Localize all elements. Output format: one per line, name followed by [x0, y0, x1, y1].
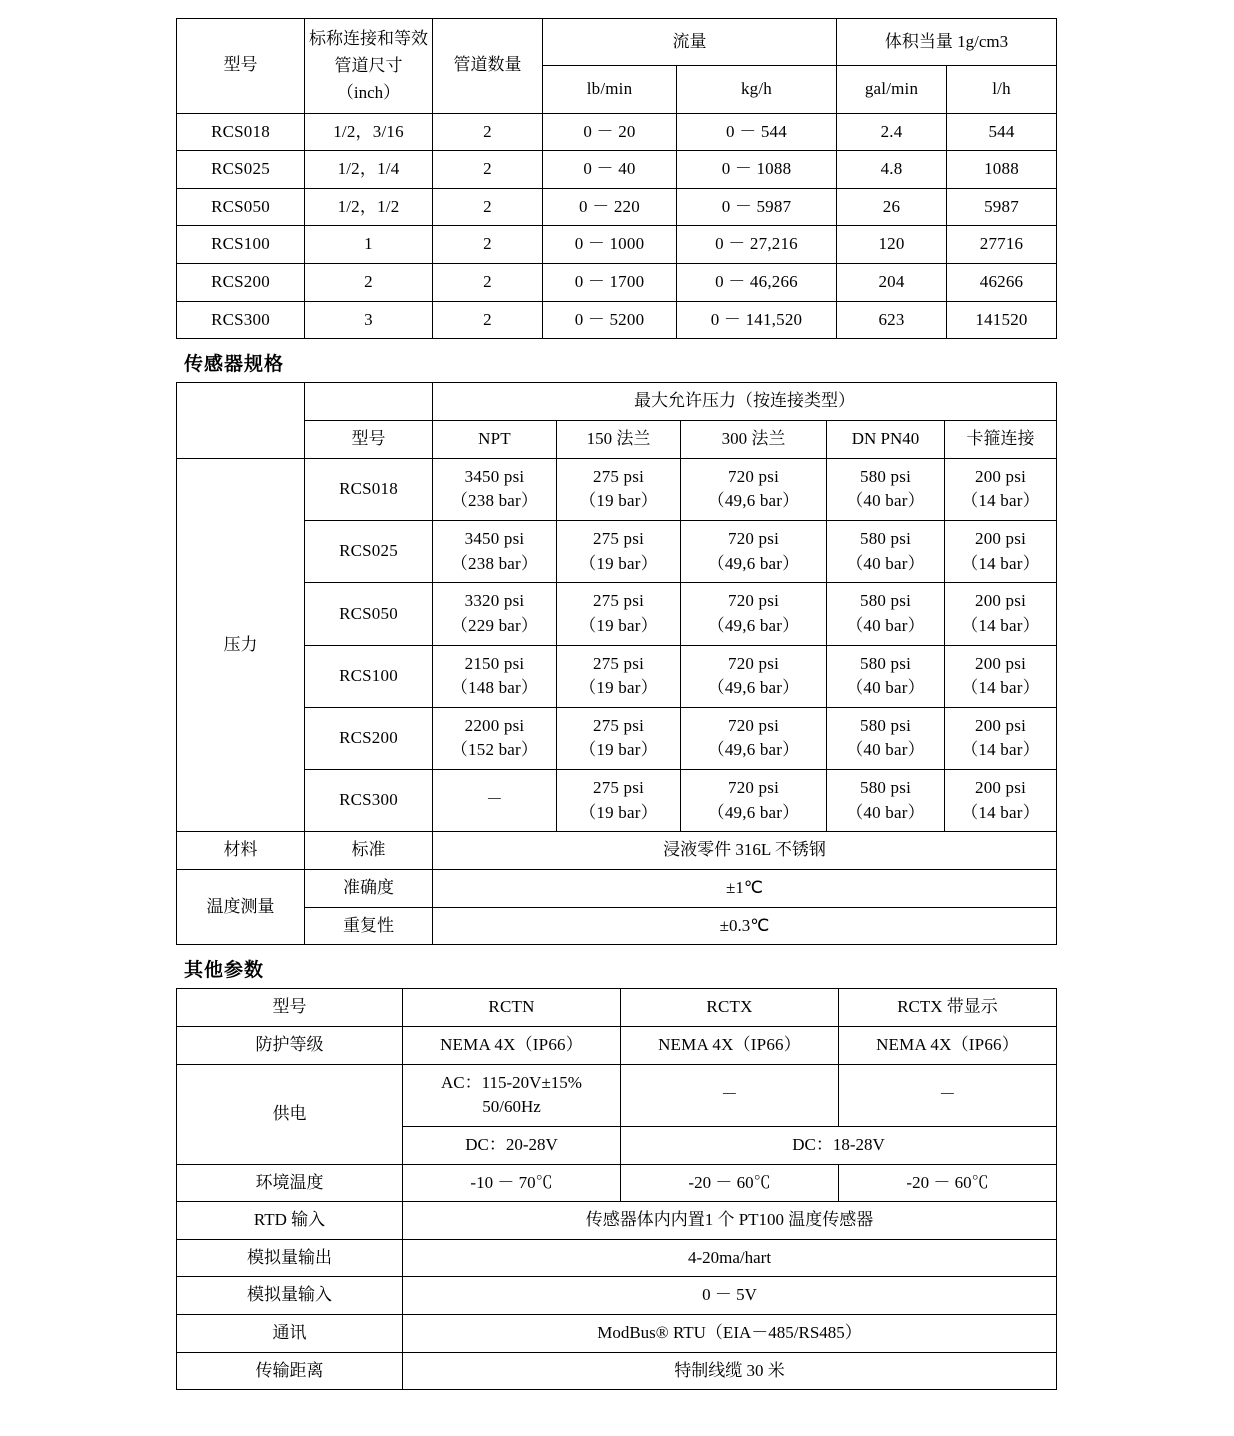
- cell-model: RCS300: [177, 301, 305, 339]
- table-row-analog-output: [177, 1239, 1057, 1277]
- cell-clamp: [945, 583, 1057, 645]
- sensor-spec-table: [176, 382, 1057, 945]
- cell-clamp: [945, 770, 1057, 832]
- row-label-protection: 防护等级: [177, 1026, 403, 1064]
- cell-flange300-line2: （49,6 bar）: [707, 491, 800, 511]
- cell-dnpn40-line1: 580 psi: [860, 715, 911, 735]
- header-lb-min: lb/min: [543, 66, 677, 113]
- cell-flange300-line2: （49,6 bar）: [707, 553, 800, 573]
- row-label-temperature: 温度测量: [177, 870, 305, 945]
- header-model: 型号: [177, 19, 305, 114]
- cell-power-dc-rctn: DC：20-28V: [403, 1126, 621, 1164]
- cell-clamp-line2: （14 bar）: [961, 491, 1040, 511]
- cell-kgh: 0 － 5987: [677, 188, 837, 226]
- cell-lh: 141520: [947, 301, 1057, 339]
- header-rctn: RCTN: [403, 989, 621, 1027]
- table-row: [177, 458, 1057, 520]
- table-row: [177, 583, 1057, 645]
- cell-ambient-rctn: -10 － 70℃: [403, 1164, 621, 1202]
- table-row-analog-input: [177, 1277, 1057, 1315]
- cell-flange300: [681, 707, 827, 769]
- cell-galmin: 26: [837, 188, 947, 226]
- cell-flange300-line2: （49,6 bar）: [707, 802, 800, 822]
- cell-model: RCS200: [177, 264, 305, 302]
- cell-npt: －: [433, 770, 557, 832]
- cell-clamp: [945, 458, 1057, 520]
- cell-clamp-line1: 200 psi: [975, 528, 1026, 548]
- table-row: [177, 770, 1057, 832]
- cell-lh: 1088: [947, 151, 1057, 189]
- cell-power-ac-line1: AC：115-20V±15%: [441, 1072, 582, 1092]
- table-row-temp-repeat: [177, 907, 1057, 945]
- cell-material-value: 浸液零件 316L 不锈钢: [433, 832, 1057, 870]
- cell-kgh: 0 － 1088: [677, 151, 837, 189]
- cell-pipes: 2: [433, 264, 543, 302]
- cell-size: 1/2，3/16: [305, 113, 433, 151]
- flow-table: [176, 18, 1057, 339]
- table-row-temp-accuracy: [177, 870, 1057, 908]
- cell-flange150-line1: 275 psi: [593, 778, 644, 798]
- cell-galmin: 623: [837, 301, 947, 339]
- table-row-communication: [177, 1315, 1057, 1353]
- cell-size: 1: [305, 226, 433, 264]
- cell-flange300-line2: （49,6 bar）: [707, 615, 800, 635]
- cell-npt: [433, 520, 557, 582]
- table-row-ambient: [177, 1164, 1057, 1202]
- cell-flange150: [557, 520, 681, 582]
- cell-analog-input-value: 0 － 5V: [403, 1277, 1057, 1315]
- table-row: [177, 707, 1057, 769]
- cell-flange150: [557, 583, 681, 645]
- cell-communication-value: ModBus® RTU（EIA－485/RS485）: [403, 1315, 1057, 1353]
- cell-npt-line2: （152 bar）: [450, 740, 539, 760]
- cell-pipes: 2: [433, 188, 543, 226]
- cell-size: 2: [305, 264, 433, 302]
- table-row-distance: [177, 1352, 1057, 1390]
- cell-clamp-line1: 200 psi: [975, 653, 1026, 673]
- cell-flange150-line1: 275 psi: [593, 653, 644, 673]
- cell-model: RCS200: [305, 707, 433, 769]
- cell-flange150: [557, 645, 681, 707]
- cell-accuracy-label: 准确度: [305, 870, 433, 908]
- header-gal-min: gal/min: [837, 66, 947, 113]
- cell-galmin: 2.4: [837, 113, 947, 151]
- cell-flange150-line2: （19 bar）: [579, 553, 658, 573]
- cell-dnpn40: [827, 583, 945, 645]
- cell-repeatability-value: ±0.3℃: [433, 907, 1057, 945]
- cell-size: 1/2，1/2: [305, 188, 433, 226]
- cell-flange300-line2: （49,6 bar）: [707, 740, 800, 760]
- cell-flange150-line2: （19 bar）: [579, 740, 658, 760]
- table-row: [177, 226, 1057, 264]
- cell-flange300-line1: 720 psi: [728, 715, 779, 735]
- cell-flange300-line2: （49,6 bar）: [707, 678, 800, 698]
- cell-model: RCS100: [305, 645, 433, 707]
- header-clamp: 卡箍连接: [945, 421, 1057, 459]
- cell-protection-rctn: NEMA 4X（IP66）: [403, 1026, 621, 1064]
- cell-flange150-line2: （19 bar）: [579, 615, 658, 635]
- cell-dnpn40-line2: （40 bar）: [846, 615, 925, 635]
- cell-pipes: 2: [433, 151, 543, 189]
- cell-dnpn40-line2: （40 bar）: [846, 678, 925, 698]
- cell-model: RCS025: [177, 151, 305, 189]
- cell-flange300-line1: 720 psi: [728, 778, 779, 798]
- cell-flange300-line1: 720 psi: [728, 528, 779, 548]
- table-row: [177, 188, 1057, 226]
- cell-dnpn40-line2: （40 bar）: [846, 802, 925, 822]
- cell-lh: 27716: [947, 226, 1057, 264]
- section-title-other-params: 其他参数: [184, 959, 265, 982]
- cell-model: RCS018: [177, 113, 305, 151]
- cell-lbmin: 0 － 40: [543, 151, 677, 189]
- cell-clamp-line2: （14 bar）: [961, 615, 1040, 635]
- cell-power-ac-line2: 50/60Hz: [482, 1097, 541, 1117]
- cell-clamp-line2: （14 bar）: [961, 740, 1040, 760]
- header-flange-300: 300 法兰: [681, 421, 827, 459]
- cell-clamp-line1: 200 psi: [975, 591, 1026, 611]
- header-dn-pn40: DN PN40: [827, 421, 945, 459]
- table-subheader-row: [177, 421, 1057, 459]
- row-label-communication: 通讯: [177, 1315, 403, 1353]
- cell-dnpn40-line2: （40 bar）: [846, 740, 925, 760]
- cell-flange150: [557, 770, 681, 832]
- cell-model: RCS018: [305, 458, 433, 520]
- cell-npt-line1: 2200 psi: [464, 715, 525, 735]
- row-label-power: 供电: [177, 1064, 403, 1164]
- table-row-protection: [177, 1026, 1057, 1064]
- header-flow: 流量: [543, 19, 837, 66]
- cell-kgh: 0 － 544: [677, 113, 837, 151]
- cell-clamp-line2: （14 bar）: [961, 802, 1040, 822]
- cell-accuracy-value: ±1℃: [433, 870, 1057, 908]
- cell-flange300: [681, 770, 827, 832]
- cell-npt-line1: 2150 psi: [464, 653, 525, 673]
- cell-rtd-value: 传感器体内内置1 个 PT100 温度传感器: [403, 1202, 1057, 1240]
- other-params-table: [176, 988, 1057, 1390]
- cell-clamp-line1: 200 psi: [975, 466, 1026, 486]
- cell-clamp: [945, 645, 1057, 707]
- header-rctx: RCTX: [621, 989, 839, 1027]
- table-row-power-ac: [177, 1064, 1057, 1126]
- header-l-h: l/h: [947, 66, 1057, 113]
- cell-model: RCS300: [305, 770, 433, 832]
- cell-dnpn40: [827, 707, 945, 769]
- cell-flange150-line2: （19 bar）: [579, 802, 658, 822]
- cell-ambient-rctx-display: -20 － 60℃: [839, 1164, 1057, 1202]
- row-label-analog-input: 模拟量输入: [177, 1277, 403, 1315]
- cell-dnpn40-line1: 580 psi: [860, 653, 911, 673]
- cell-power-ac: [403, 1064, 621, 1126]
- row-label-material: 材料: [177, 832, 305, 870]
- cell-flange150-line2: （19 bar）: [579, 678, 658, 698]
- cell-npt-line1: 3320 psi: [464, 591, 525, 611]
- cell-lbmin: 0 － 1700: [543, 264, 677, 302]
- row-label-pressure: 压力: [177, 458, 305, 832]
- cell-flange150-line1: 275 psi: [593, 466, 644, 486]
- cell-clamp: [945, 707, 1057, 769]
- cell-galmin: 120: [837, 226, 947, 264]
- cell-model: RCS050: [177, 188, 305, 226]
- cell-lbmin: 0 － 1000: [543, 226, 677, 264]
- cell-clamp: [945, 520, 1057, 582]
- cell-npt-line2: （148 bar）: [450, 678, 539, 698]
- section-title-sensor-spec: 传感器规格: [184, 353, 285, 376]
- cell-npt-line2: （238 bar）: [450, 491, 539, 511]
- cell-lh: 46266: [947, 264, 1057, 302]
- cell-clamp-line1: 200 psi: [975, 778, 1026, 798]
- header-kg-h: kg/h: [677, 66, 837, 113]
- cell-lh: 544: [947, 113, 1057, 151]
- cell-lbmin: 0 － 5200: [543, 301, 677, 339]
- cell-size: 1/2，1/4: [305, 151, 433, 189]
- cell-lh: 5987: [947, 188, 1057, 226]
- header-nominal-size: 标称连接和等效管道尺寸（inch）: [305, 19, 433, 114]
- cell-model: RCS050: [305, 583, 433, 645]
- cell-npt: [433, 458, 557, 520]
- table-row: [177, 520, 1057, 582]
- table-row: [177, 113, 1057, 151]
- cell-dnpn40: [827, 770, 945, 832]
- cell-flange300: [681, 645, 827, 707]
- cell-material-standard: 标准: [305, 832, 433, 870]
- table-header-row: [177, 383, 1057, 421]
- cell-dnpn40-line2: （40 bar）: [846, 491, 925, 511]
- cell-model: RCS025: [305, 520, 433, 582]
- cell-npt-line1: 3450 psi: [464, 528, 525, 548]
- table-row: [177, 301, 1057, 339]
- cell-npt: [433, 645, 557, 707]
- cell-kgh: 0 － 46,266: [677, 264, 837, 302]
- cell-flange300-line1: 720 psi: [728, 591, 779, 611]
- table-row: [177, 264, 1057, 302]
- cell-pipes: 2: [433, 226, 543, 264]
- cell-lbmin: 0 － 220: [543, 188, 677, 226]
- cell-power-rctx-display-dash: －: [839, 1064, 1057, 1126]
- cell-model: RCS100: [177, 226, 305, 264]
- cell-flange150-line1: 275 psi: [593, 591, 644, 611]
- cell-dnpn40: [827, 520, 945, 582]
- cell-pipes: 2: [433, 113, 543, 151]
- cell-galmin: 204: [837, 264, 947, 302]
- header-model: 型号: [177, 989, 403, 1027]
- cell-npt: [433, 707, 557, 769]
- cell-clamp-line2: （14 bar）: [961, 678, 1040, 698]
- cell-power-dc-other: DC：18-28V: [621, 1126, 1057, 1164]
- header-model: 型号: [305, 421, 433, 459]
- cell-analog-output-value: 4-20ma/hart: [403, 1239, 1057, 1277]
- cell-clamp-line1: 200 psi: [975, 715, 1026, 735]
- table-header-row: [177, 989, 1057, 1027]
- cell-flange150-line1: 275 psi: [593, 528, 644, 548]
- header-max-pressure: 最大允许压力（按连接类型）: [433, 383, 1057, 421]
- cell-distance-value: 特制线缆 30 米: [403, 1352, 1057, 1390]
- cell-dnpn40-line2: （40 bar）: [846, 553, 925, 573]
- row-label-rtd-input: RTD 输入: [177, 1202, 403, 1240]
- cell-dnpn40: [827, 645, 945, 707]
- header-npt: NPT: [433, 421, 557, 459]
- cell-flange300-line1: 720 psi: [728, 653, 779, 673]
- cell-dnpn40-line1: 580 psi: [860, 591, 911, 611]
- header-volume-equivalent: 体积当量 1g/cm3: [837, 19, 1057, 66]
- cell-flange150: [557, 458, 681, 520]
- cell-flange150: [557, 707, 681, 769]
- cell-flange300: [681, 583, 827, 645]
- cell-flange300: [681, 520, 827, 582]
- cell-npt-line2: （238 bar）: [450, 553, 539, 573]
- cell-galmin: 4.8: [837, 151, 947, 189]
- cell-repeatability-label: 重复性: [305, 907, 433, 945]
- cell-pipes: 2: [433, 301, 543, 339]
- cell-size: 3: [305, 301, 433, 339]
- cell-protection-rctx-display: NEMA 4X（IP66）: [839, 1026, 1057, 1064]
- cell-flange300-line1: 720 psi: [728, 466, 779, 486]
- cell-clamp-line2: （14 bar）: [961, 553, 1040, 573]
- cell-dnpn40: [827, 458, 945, 520]
- cell-npt: [433, 583, 557, 645]
- cell-dnpn40-line1: 580 psi: [860, 466, 911, 486]
- row-label-ambient-temp: 环境温度: [177, 1164, 403, 1202]
- cell-flange150-line1: 275 psi: [593, 715, 644, 735]
- table-row-rtd: [177, 1202, 1057, 1240]
- cell-kgh: 0 － 27,216: [677, 226, 837, 264]
- table-row: [177, 645, 1057, 707]
- cell-npt-line2: （229 bar）: [450, 615, 539, 635]
- cell-protection-rctx: NEMA 4X（IP66）: [621, 1026, 839, 1064]
- cell-npt-line1: 3450 psi: [464, 466, 525, 486]
- cell-flange300: [681, 458, 827, 520]
- header-pipe-count: 管道数量: [433, 19, 543, 114]
- cell-flange150-line2: （19 bar）: [579, 491, 658, 511]
- cell-power-rctx-dash: －: [621, 1064, 839, 1126]
- row-label-analog-output: 模拟量输出: [177, 1239, 403, 1277]
- header-flange-150: 150 法兰: [557, 421, 681, 459]
- row-label-transmission-distance: 传输距离: [177, 1352, 403, 1390]
- cell-dnpn40-line1: 580 psi: [860, 528, 911, 548]
- table-row: [177, 151, 1057, 189]
- table-header-row: [177, 19, 1057, 66]
- cell-dnpn40-line1: 580 psi: [860, 778, 911, 798]
- header-rctx-display: RCTX 带显示: [839, 989, 1057, 1027]
- table-row-material: [177, 832, 1057, 870]
- cell-lbmin: 0 － 20: [543, 113, 677, 151]
- cell-kgh: 0 － 141,520: [677, 301, 837, 339]
- cell-ambient-rctx: -20 － 60℃: [621, 1164, 839, 1202]
